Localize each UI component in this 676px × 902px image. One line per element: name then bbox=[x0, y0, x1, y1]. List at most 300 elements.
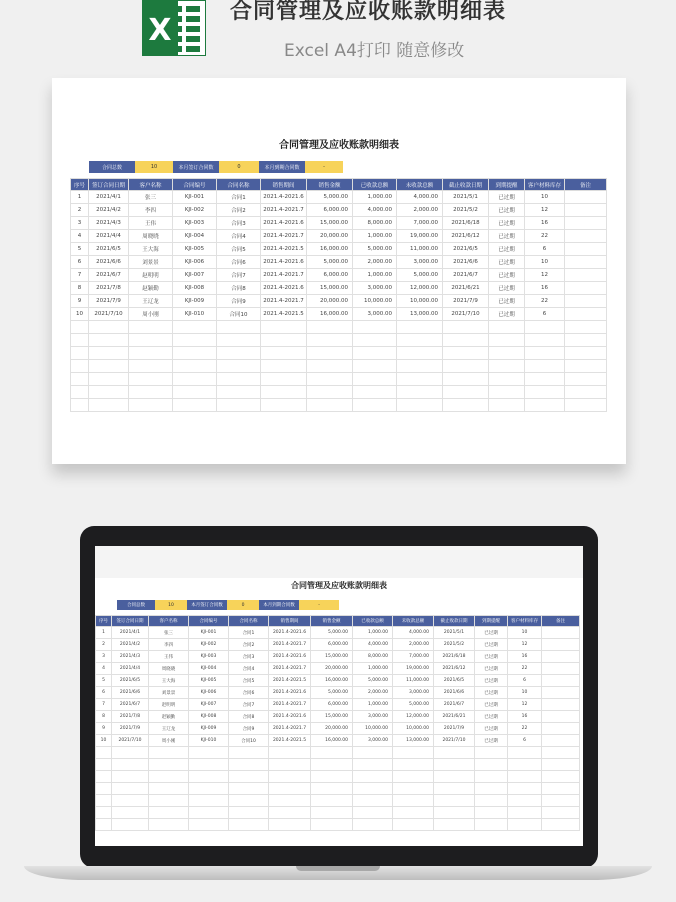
table-cell: 已过期 bbox=[475, 711, 508, 723]
table-cell: 7,000.00 bbox=[393, 651, 434, 663]
table-cell: 19,000.00 bbox=[393, 663, 434, 675]
table-cell: 2021/6/12 bbox=[443, 230, 489, 243]
table-cell bbox=[71, 334, 89, 347]
table-cell bbox=[397, 347, 443, 360]
column-header: 客户材料库存 bbox=[525, 179, 565, 191]
table-cell bbox=[542, 807, 580, 819]
table-cell bbox=[311, 819, 353, 831]
table-cell: 15,000.00 bbox=[307, 217, 353, 230]
table-cell: KJI-006 bbox=[173, 256, 217, 269]
table-cell bbox=[261, 347, 307, 360]
table-cell bbox=[173, 399, 217, 412]
table-cell bbox=[189, 783, 229, 795]
table-cell: KJI-006 bbox=[189, 687, 229, 699]
table-cell: KJI-003 bbox=[173, 217, 217, 230]
table-cell bbox=[261, 321, 307, 334]
table-cell: 王大海 bbox=[149, 675, 189, 687]
table-cell: 2021.4-2021.6 bbox=[261, 217, 307, 230]
table-cell bbox=[542, 699, 580, 711]
table-cell bbox=[269, 819, 311, 831]
table-cell bbox=[542, 711, 580, 723]
table-cell bbox=[269, 747, 311, 759]
table-cell: 已过期 bbox=[489, 243, 525, 256]
table-cell: 2021/4/1 bbox=[112, 627, 149, 639]
table-cell: 5,000.00 bbox=[397, 269, 443, 282]
table-cell bbox=[229, 759, 269, 771]
summary-total-value: 10 bbox=[135, 161, 173, 173]
table-cell: 2021.4-2021.7 bbox=[269, 699, 311, 711]
table-row-blank bbox=[71, 373, 607, 386]
laptop-summary-bar bbox=[117, 600, 339, 610]
laptop-summary-expire-value: - bbox=[299, 600, 339, 610]
table-cell bbox=[542, 783, 580, 795]
table-cell: 李四 bbox=[149, 639, 189, 651]
table-row bbox=[96, 651, 580, 663]
table-cell: 2021/7/10 bbox=[112, 735, 149, 747]
table-cell bbox=[489, 373, 525, 386]
table-cell: 3 bbox=[71, 217, 89, 230]
table-cell bbox=[397, 321, 443, 334]
table-cell bbox=[89, 321, 129, 334]
table-cell bbox=[112, 747, 149, 759]
table-cell bbox=[353, 321, 397, 334]
column-header: 备注 bbox=[565, 179, 607, 191]
table-cell: 2021/6/7 bbox=[434, 699, 475, 711]
table-cell: 6 bbox=[96, 687, 112, 699]
table-cell bbox=[129, 373, 173, 386]
table-cell bbox=[489, 386, 525, 399]
table-cell bbox=[269, 771, 311, 783]
sheet-title: 合同管理及应收账款明细表 bbox=[279, 140, 399, 151]
table-cell bbox=[112, 783, 149, 795]
table-cell: 已过期 bbox=[475, 723, 508, 735]
table-cell: 10 bbox=[508, 687, 542, 699]
table-cell bbox=[173, 373, 217, 386]
column-header: 序号 bbox=[96, 616, 112, 627]
table-row bbox=[96, 639, 580, 651]
table-cell bbox=[307, 399, 353, 412]
table-cell bbox=[565, 217, 607, 230]
table-cell bbox=[353, 771, 393, 783]
table-cell bbox=[489, 360, 525, 373]
table-cell bbox=[149, 783, 189, 795]
table-cell: 5,000.00 bbox=[353, 243, 397, 256]
table-cell bbox=[542, 735, 580, 747]
table-cell: 已过期 bbox=[489, 217, 525, 230]
column-header: 销售金额 bbox=[307, 179, 353, 191]
table-cell: KJI-002 bbox=[189, 639, 229, 651]
table-cell: 15,000.00 bbox=[311, 651, 353, 663]
table-cell bbox=[565, 282, 607, 295]
table-cell: 2021/7/9 bbox=[89, 295, 129, 308]
table-cell: 已过期 bbox=[475, 627, 508, 639]
table-cell bbox=[112, 795, 149, 807]
table-cell: 10,000.00 bbox=[393, 723, 434, 735]
table-cell: 2021/5/1 bbox=[443, 191, 489, 204]
table-cell bbox=[475, 807, 508, 819]
table-cell bbox=[489, 347, 525, 360]
table-cell: 16 bbox=[525, 282, 565, 295]
table-cell: 10,000.00 bbox=[353, 295, 397, 308]
table-cell: 2021/6/5 bbox=[89, 243, 129, 256]
table-cell: 合同4 bbox=[217, 230, 261, 243]
table-cell bbox=[353, 807, 393, 819]
table-cell bbox=[129, 321, 173, 334]
table-cell bbox=[443, 373, 489, 386]
table-cell bbox=[307, 321, 353, 334]
table-cell bbox=[311, 807, 353, 819]
table-cell bbox=[217, 373, 261, 386]
table-cell bbox=[307, 347, 353, 360]
table-cell: 已过期 bbox=[475, 639, 508, 651]
table-cell: 12 bbox=[525, 204, 565, 217]
laptop-table-header-row bbox=[96, 616, 580, 627]
table-cell: 已过期 bbox=[475, 675, 508, 687]
table-cell: 刘景景 bbox=[149, 687, 189, 699]
table-cell bbox=[89, 399, 129, 412]
header bbox=[0, 0, 676, 70]
table-cell: 12 bbox=[508, 639, 542, 651]
table-cell bbox=[217, 360, 261, 373]
table-cell bbox=[217, 321, 261, 334]
table-cell: 合同7 bbox=[229, 699, 269, 711]
table-cell: 1,000.00 bbox=[353, 191, 397, 204]
table-cell bbox=[443, 321, 489, 334]
table-cell: KJI-005 bbox=[189, 675, 229, 687]
table-cell bbox=[434, 819, 475, 831]
table-row-blank bbox=[71, 386, 607, 399]
table-cell: KJI-004 bbox=[189, 663, 229, 675]
page-title: 合同管理及应收账款明细表 bbox=[230, 0, 507, 24]
table-cell: 合同1 bbox=[217, 191, 261, 204]
table-cell bbox=[525, 360, 565, 373]
table-cell: 7,000.00 bbox=[397, 217, 443, 230]
table-cell: 合同3 bbox=[217, 217, 261, 230]
table-cell: 2021.4-2021.6 bbox=[269, 711, 311, 723]
table-cell bbox=[89, 334, 129, 347]
table-cell bbox=[261, 373, 307, 386]
table-cell bbox=[353, 360, 397, 373]
table-cell bbox=[397, 360, 443, 373]
table-cell bbox=[189, 819, 229, 831]
table-cell bbox=[189, 807, 229, 819]
table-cell bbox=[149, 807, 189, 819]
table-cell: 已过期 bbox=[489, 204, 525, 217]
table-cell: 3,000.00 bbox=[397, 256, 443, 269]
table-cell bbox=[508, 819, 542, 831]
table-cell: 2 bbox=[96, 639, 112, 651]
table-cell: KJI-003 bbox=[189, 651, 229, 663]
table-cell bbox=[565, 399, 607, 412]
table-cell bbox=[71, 321, 89, 334]
table-cell: 5,000.00 bbox=[311, 687, 353, 699]
table-cell bbox=[229, 807, 269, 819]
table-cell: KJI-009 bbox=[189, 723, 229, 735]
table-cell: 2021.4-2021.5 bbox=[269, 675, 311, 687]
table-cell: 3,000.00 bbox=[353, 735, 393, 747]
table-cell bbox=[353, 783, 393, 795]
table-cell: 4,000.00 bbox=[353, 204, 397, 217]
table-cell bbox=[96, 759, 112, 771]
table-cell: 2021/4/3 bbox=[112, 651, 149, 663]
table-cell bbox=[269, 807, 311, 819]
table-cell: 张三 bbox=[129, 191, 173, 204]
laptop-summary-total-label: 合同总数 bbox=[117, 600, 155, 610]
table-cell: 已过期 bbox=[489, 282, 525, 295]
table-row-blank bbox=[96, 747, 580, 759]
table-cell bbox=[542, 651, 580, 663]
table-row-blank bbox=[96, 795, 580, 807]
table-cell: 8 bbox=[71, 282, 89, 295]
table-cell bbox=[508, 795, 542, 807]
table-cell: 赵明明 bbox=[149, 699, 189, 711]
table-cell: 已过期 bbox=[475, 663, 508, 675]
table-cell: 9 bbox=[96, 723, 112, 735]
table-cell bbox=[443, 399, 489, 412]
table-cell bbox=[217, 399, 261, 412]
table-row bbox=[96, 675, 580, 687]
table-cell: 2021/6/21 bbox=[434, 711, 475, 723]
table-cell: 2021/7/9 bbox=[434, 723, 475, 735]
table-cell: 已过期 bbox=[489, 230, 525, 243]
table-row bbox=[96, 723, 580, 735]
table-cell: 5,000.00 bbox=[307, 256, 353, 269]
table-cell: 2021.4-2021.6 bbox=[269, 687, 311, 699]
table-cell bbox=[311, 759, 353, 771]
column-header: 已收款总额 bbox=[353, 179, 397, 191]
table-cell bbox=[311, 747, 353, 759]
table-cell: 2021.4-2021.6 bbox=[261, 256, 307, 269]
table-cell: 2021/6/21 bbox=[443, 282, 489, 295]
table-cell: 合同8 bbox=[229, 711, 269, 723]
table-cell: 16,000.00 bbox=[307, 243, 353, 256]
table-cell: 合同6 bbox=[229, 687, 269, 699]
table-cell: 6 bbox=[508, 675, 542, 687]
table-cell bbox=[475, 771, 508, 783]
table-cell bbox=[261, 386, 307, 399]
table-cell: 16 bbox=[525, 217, 565, 230]
column-header: 签订合同日期 bbox=[89, 179, 129, 191]
table-cell: 2021/6/18 bbox=[434, 651, 475, 663]
table-cell: 5,000.00 bbox=[307, 191, 353, 204]
column-header: 未收款总额 bbox=[393, 616, 434, 627]
table-cell: 2,000.00 bbox=[353, 687, 393, 699]
table-cell bbox=[173, 347, 217, 360]
table-cell: 已过期 bbox=[475, 651, 508, 663]
table-cell: 王伟 bbox=[129, 217, 173, 230]
table-cell: 已过期 bbox=[489, 191, 525, 204]
table-cell bbox=[393, 759, 434, 771]
column-header: 销售期间 bbox=[261, 179, 307, 191]
table-cell bbox=[542, 687, 580, 699]
table-cell: 6 bbox=[525, 308, 565, 321]
table-cell bbox=[353, 795, 393, 807]
table-cell bbox=[353, 759, 393, 771]
table-cell: 12 bbox=[525, 269, 565, 282]
table-cell: 16 bbox=[508, 711, 542, 723]
table-cell bbox=[542, 723, 580, 735]
table-cell bbox=[71, 386, 89, 399]
table-cell: 6,000.00 bbox=[311, 699, 353, 711]
table-cell bbox=[149, 747, 189, 759]
table-cell bbox=[149, 795, 189, 807]
table-cell: 5,000.00 bbox=[393, 699, 434, 711]
table-cell bbox=[217, 347, 261, 360]
table-cell bbox=[397, 399, 443, 412]
table-cell: 8,000.00 bbox=[353, 217, 397, 230]
table-cell: 2021.4-2021.5 bbox=[261, 243, 307, 256]
table-cell bbox=[393, 783, 434, 795]
table-cell: KJI-010 bbox=[173, 308, 217, 321]
table-row bbox=[71, 243, 607, 256]
table-cell bbox=[353, 386, 397, 399]
table-cell bbox=[307, 373, 353, 386]
table-cell: 周小刚 bbox=[129, 308, 173, 321]
table-cell: 已过期 bbox=[475, 735, 508, 747]
table-cell: 3,000.00 bbox=[393, 687, 434, 699]
table-cell: 合同3 bbox=[229, 651, 269, 663]
table-cell: 7 bbox=[71, 269, 89, 282]
table-cell: KJI-002 bbox=[173, 204, 217, 217]
table-cell: 4,000.00 bbox=[397, 191, 443, 204]
table-cell bbox=[96, 807, 112, 819]
table-cell: 2021.4-2021.5 bbox=[269, 735, 311, 747]
table-cell: 2021/4/4 bbox=[89, 230, 129, 243]
table-cell: 6,000.00 bbox=[307, 269, 353, 282]
screen-top-strip bbox=[95, 546, 583, 578]
table-cell: 6 bbox=[525, 243, 565, 256]
table-cell: 12,000.00 bbox=[393, 711, 434, 723]
table-cell bbox=[173, 334, 217, 347]
table-cell: KJI-008 bbox=[189, 711, 229, 723]
table-row bbox=[71, 308, 607, 321]
table-cell bbox=[525, 386, 565, 399]
table-cell: 2021/4/2 bbox=[89, 204, 129, 217]
table-cell: 2021/6/6 bbox=[443, 256, 489, 269]
table-cell bbox=[542, 819, 580, 831]
table-cell bbox=[353, 747, 393, 759]
table-cell: 6,000.00 bbox=[311, 639, 353, 651]
table-row-blank bbox=[96, 807, 580, 819]
table-cell bbox=[261, 399, 307, 412]
table-cell bbox=[96, 819, 112, 831]
table-cell: KJI-007 bbox=[173, 269, 217, 282]
table-cell: 2021/5/1 bbox=[434, 627, 475, 639]
table-cell: 2021/6/6 bbox=[434, 687, 475, 699]
table-row-blank bbox=[96, 771, 580, 783]
table-cell bbox=[353, 334, 397, 347]
table-cell: 5 bbox=[96, 675, 112, 687]
table-cell: 2021/6/6 bbox=[112, 687, 149, 699]
table-cell: 19,000.00 bbox=[397, 230, 443, 243]
table-cell: 16,000.00 bbox=[311, 735, 353, 747]
table-cell: 合同8 bbox=[217, 282, 261, 295]
table-cell bbox=[565, 308, 607, 321]
column-header: 序号 bbox=[71, 179, 89, 191]
table-cell: 已过期 bbox=[489, 269, 525, 282]
table-cell: 20,000.00 bbox=[311, 723, 353, 735]
table-cell bbox=[525, 321, 565, 334]
table-row-blank bbox=[71, 399, 607, 412]
table-cell: 周晓晓 bbox=[129, 230, 173, 243]
table-cell: 4,000.00 bbox=[353, 639, 393, 651]
table-cell bbox=[525, 399, 565, 412]
column-header: 合同编号 bbox=[189, 616, 229, 627]
table-cell: 2021.4-2021.6 bbox=[269, 651, 311, 663]
laptop-summary-month-value: 0 bbox=[227, 600, 259, 610]
table-cell: 2021.4-2021.6 bbox=[269, 627, 311, 639]
table-cell: 20,000.00 bbox=[307, 295, 353, 308]
table-cell bbox=[353, 373, 397, 386]
table-cell: 22 bbox=[525, 295, 565, 308]
column-header: 销售金额 bbox=[311, 616, 353, 627]
table-cell bbox=[149, 771, 189, 783]
column-header: 签订合同日期 bbox=[112, 616, 149, 627]
table-cell: 2021/4/3 bbox=[89, 217, 129, 230]
column-header: 截止收款日期 bbox=[443, 179, 489, 191]
table-cell: 16 bbox=[508, 651, 542, 663]
table-cell bbox=[542, 627, 580, 639]
table-cell: KJI-001 bbox=[189, 627, 229, 639]
table-cell bbox=[71, 399, 89, 412]
table-cell: 10 bbox=[508, 627, 542, 639]
table-cell bbox=[443, 347, 489, 360]
table-row bbox=[71, 282, 607, 295]
column-header: 截止收款日期 bbox=[434, 616, 475, 627]
table-row bbox=[71, 230, 607, 243]
table-cell: 15,000.00 bbox=[311, 711, 353, 723]
table-cell: 2021/5/2 bbox=[443, 204, 489, 217]
summary-expire-value: - bbox=[305, 161, 343, 173]
table-cell bbox=[565, 269, 607, 282]
column-header: 合同名称 bbox=[229, 616, 269, 627]
table-row-blank bbox=[96, 759, 580, 771]
table-cell: 2021/5/2 bbox=[434, 639, 475, 651]
excel-icon-letter: X bbox=[148, 13, 172, 48]
table-cell: 16,000.00 bbox=[307, 308, 353, 321]
table-cell: 1,000.00 bbox=[353, 663, 393, 675]
table-cell bbox=[565, 230, 607, 243]
table-cell bbox=[129, 334, 173, 347]
table-cell: 合同9 bbox=[229, 723, 269, 735]
laptop-summary-total-value: 10 bbox=[155, 600, 187, 610]
table-cell bbox=[508, 771, 542, 783]
table-cell: 4 bbox=[96, 663, 112, 675]
table-cell bbox=[443, 334, 489, 347]
table-cell bbox=[565, 386, 607, 399]
table-cell bbox=[508, 807, 542, 819]
table-cell: 13,000.00 bbox=[397, 308, 443, 321]
table-cell: 3,000.00 bbox=[353, 711, 393, 723]
table-cell bbox=[489, 334, 525, 347]
table-cell: 合同7 bbox=[217, 269, 261, 282]
table-cell: 1,000.00 bbox=[353, 699, 393, 711]
table-cell bbox=[71, 360, 89, 373]
table-cell: 8,000.00 bbox=[353, 651, 393, 663]
table-row-blank bbox=[71, 321, 607, 334]
table-cell: 3,000.00 bbox=[353, 282, 397, 295]
contract-table bbox=[70, 178, 607, 412]
table-cell bbox=[269, 759, 311, 771]
table-cell: 10 bbox=[525, 191, 565, 204]
table-cell: 2021/7/9 bbox=[443, 295, 489, 308]
table-cell: 合同9 bbox=[217, 295, 261, 308]
table-cell bbox=[489, 321, 525, 334]
table-cell: 2021/6/7 bbox=[443, 269, 489, 282]
table-cell bbox=[565, 295, 607, 308]
table-cell bbox=[96, 783, 112, 795]
column-header: 销售期间 bbox=[269, 616, 311, 627]
